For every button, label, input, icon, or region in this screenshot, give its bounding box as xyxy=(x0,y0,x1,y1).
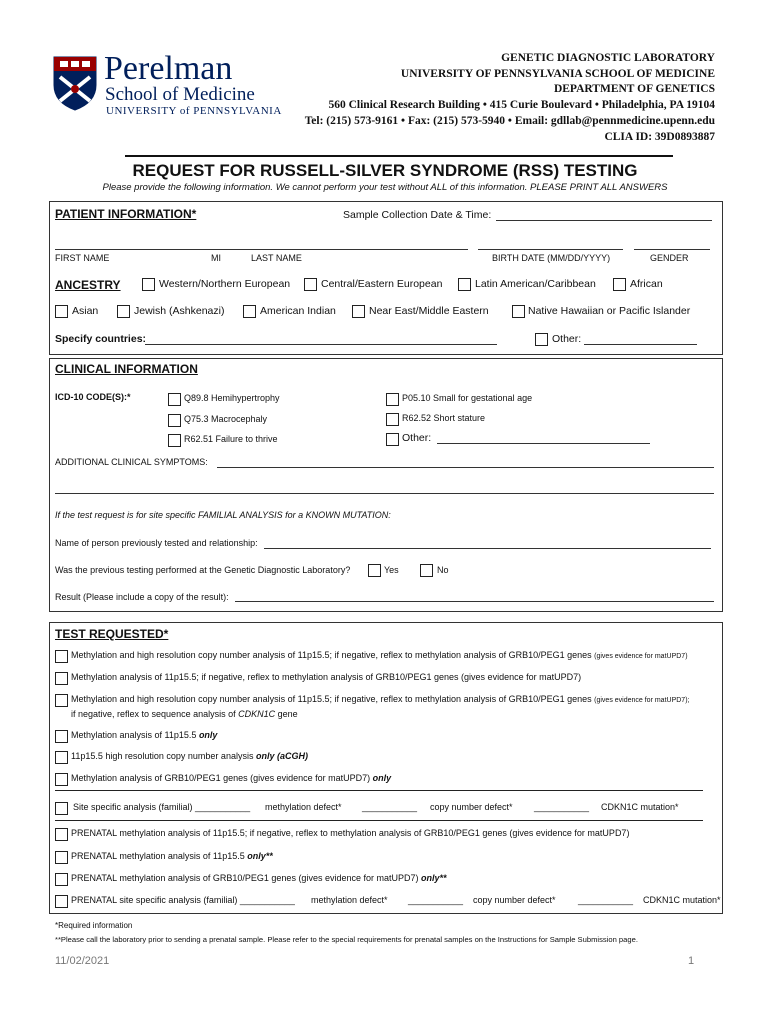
birth-date-label: BIRTH DATE (MM/DD/YYYY) xyxy=(492,253,611,263)
tests-divider-1 xyxy=(55,790,703,791)
icd-other-field[interactable] xyxy=(437,443,650,444)
footer-date: 11/02/2021 xyxy=(55,955,110,967)
test11-cdkn1c: CDKN1C mutation* xyxy=(643,895,721,905)
test5-label: 11p15.5 high resolution copy number analysis only (aCGH) xyxy=(71,751,308,761)
test9-label: PRENATAL methylation analysis of 11p15.5 only** xyxy=(71,851,273,861)
prenatal-note: **Please call the laboratory prior to sending a prenatal sample. Please refer to the special requirements for prenatal samples on the Instructions for Sample Submission page. xyxy=(55,935,638,944)
ancestry-latin: Latin American/Caribbean xyxy=(475,278,596,290)
ancestry-other-field[interactable] xyxy=(584,344,697,345)
test1-label: Methylation and high resolution copy number analysis of 11p15.5; if negative, reflex to methylation analysis of GRB10/PEG1 genes (gives evidence for matUPD7) xyxy=(71,650,688,660)
header-line4: 560 Clinical Research Building • 415 Curie Boulevard • Philadelphia, PA 19104 xyxy=(328,99,715,111)
icd-label: ICD-10 CODE(S):* xyxy=(55,392,131,402)
required-note: *Required information xyxy=(55,921,133,930)
collection-field[interactable] xyxy=(496,220,712,221)
test7-checkbox[interactable] xyxy=(55,802,68,815)
test6-label: Methylation analysis of GRB10/PEG1 genes (gives evidence for matUPD7) only xyxy=(71,773,392,783)
previous-no: No xyxy=(437,565,449,575)
icd-checkbox-p0510[interactable] xyxy=(386,393,399,406)
header-line2: UNIVERSITY OF PENNSYLVANIA SCHOOL OF MEDICINE xyxy=(400,68,715,80)
test10-checkbox[interactable] xyxy=(55,873,68,886)
ancestry-checkbox-african[interactable] xyxy=(613,278,626,291)
ancestry-american-indian: American Indian xyxy=(260,305,336,317)
patient-heading: PATIENT INFORMATION* xyxy=(55,207,197,221)
test10-label: PRENATAL methylation analysis of GRB10/PEG1 genes (gives evidence for matUPD7) only** xyxy=(71,873,447,883)
icd-q753: Q75.3 Macrocephaly xyxy=(184,414,268,424)
gender-field[interactable] xyxy=(634,249,710,250)
gender-label: GENDER xyxy=(650,253,689,263)
test2-label: Methylation analysis of 11p15.5; if negative, reflex to methylation analysis of GRB10/PEG1 genes (gives evidence for matUPD7) xyxy=(71,672,582,682)
icd-checkbox-other[interactable] xyxy=(386,433,399,446)
ancestry-asian: Asian xyxy=(72,305,99,317)
ancestry-near-east: Near East/Middle Eastern xyxy=(369,305,489,317)
test11-blank3: ___________ xyxy=(578,895,634,905)
ancestry-western: Western/Northern European xyxy=(159,278,291,290)
ancestry-jewish: Jewish (Ashkenazi) xyxy=(134,305,225,317)
clinical-heading: CLINICAL INFORMATION xyxy=(55,362,198,376)
ancestry-checkbox-asian[interactable] xyxy=(55,305,68,318)
logo-university: UNIVERSITY of PENNSYLVANIA xyxy=(106,105,282,117)
icd-other-label: Other: xyxy=(402,432,432,444)
ancestry-checkbox-latin[interactable] xyxy=(458,278,471,291)
test4-checkbox[interactable] xyxy=(55,730,68,743)
test7-methylation: methylation defect* xyxy=(265,802,342,812)
ancestry-african: African xyxy=(630,278,663,290)
additional-symptoms-field[interactable] xyxy=(217,467,714,468)
test7-cdkn1c: CDKN1C mutation* xyxy=(601,802,679,812)
ancestry-hawaiian: Native Hawaiian or Pacific Islander xyxy=(528,305,691,317)
test11-copy-number: copy number defect* xyxy=(473,895,556,905)
ancestry-checkbox-central[interactable] xyxy=(304,278,317,291)
ancestry-checkbox-near-east[interactable] xyxy=(352,305,365,318)
test7-site-specific: Site specific analysis (familial) ___________ xyxy=(73,802,251,812)
specify-countries-field[interactable] xyxy=(145,344,497,345)
penn-shield-logo xyxy=(52,55,98,111)
previous-yes: Yes xyxy=(384,565,399,575)
ancestry-checkbox-jewish[interactable] xyxy=(117,305,130,318)
tests-heading: TEST REQUESTED* xyxy=(55,627,169,641)
previous-testing-label: Was the previous testing performed at the Genetic Diagnostic Laboratory? xyxy=(55,565,351,575)
icd-checkbox-r6252[interactable] xyxy=(386,413,399,426)
test11-site-specific: PRENATAL site specific analysis (familial) ___________ xyxy=(71,895,295,905)
test4-label: Methylation analysis of 11p15.5 only xyxy=(71,730,218,740)
ancestry-heading: ANCESTRY xyxy=(55,278,121,292)
test7-copy-number: copy number defect* xyxy=(430,802,513,812)
page-number: 1 xyxy=(688,955,695,967)
ancestry-checkbox-american-indian[interactable] xyxy=(243,305,256,318)
icd-p0510: P05.10 Small for gestational age xyxy=(402,393,533,403)
test11-methylation: methylation defect* xyxy=(311,895,388,905)
test7-blank2: ___________ xyxy=(362,802,418,812)
icd-checkbox-q753[interactable] xyxy=(168,414,181,427)
result-label: Result (Please include a copy of the result): xyxy=(55,592,229,602)
last-name-label: LAST NAME xyxy=(251,253,302,263)
ancestry-checkbox-hawaiian[interactable] xyxy=(512,305,525,318)
test11-blank2: ___________ xyxy=(408,895,464,905)
page-subtitle: Please provide the following information. We cannot perform your test without ALL of this information. PLEASE PRINT ALL ANSWERS xyxy=(102,182,668,193)
icd-checkbox-q898[interactable] xyxy=(168,393,181,406)
logo-school: School of Medicine xyxy=(105,84,255,105)
familial-note: If the test request is for site specific FAMILIAL ANALYSIS for a KNOWN MUTATION: xyxy=(55,510,391,520)
test3-checkbox[interactable] xyxy=(55,694,68,707)
test8-label: PRENATAL methylation analysis of 11p15.5; if negative, reflex to methylation analysis of GRB10/PEG1 genes (gives evidence for matUPD7) xyxy=(71,828,630,838)
test3-label: Methylation and high resolution copy number analysis of 11p15.5; if negative, reflex to methylation analysis of GRB10/PEG1 genes (gives evidence for matUPD7); xyxy=(71,694,690,704)
collection-label: Sample Collection Date & Time: xyxy=(343,209,492,221)
test3-label-cont: if negative, reflex to sequence analysis of CDKN1C gene xyxy=(71,709,298,719)
first-name-label: FIRST NAME xyxy=(55,253,110,263)
icd-checkbox-r6251[interactable] xyxy=(168,434,181,447)
ancestry-other-label: Other: xyxy=(552,333,582,345)
ancestry-central: Central/Eastern European xyxy=(321,278,443,290)
header-line6: CLIA ID: 39D0893887 xyxy=(604,131,715,143)
header-line5: Tel: (215) 573-9161 • Fax: (215) 573-5940 • Email: gdllab@pennmedicine.upenn.edu xyxy=(304,115,715,127)
test2-checkbox[interactable] xyxy=(55,672,68,685)
logo-name: Perelman xyxy=(104,50,233,87)
birthdate-field[interactable] xyxy=(478,249,623,250)
specify-countries-label: Specify countries: xyxy=(55,333,147,345)
result-field[interactable] xyxy=(235,601,714,602)
test1-checkbox[interactable] xyxy=(55,650,68,663)
icd-r6252: R62.52 Short stature xyxy=(402,413,486,423)
page-title: REQUEST FOR RUSSELL-SILVER SYNDROME (RSS) TESTING xyxy=(132,161,638,180)
previous-no-checkbox[interactable] xyxy=(420,564,433,577)
test11-checkbox[interactable] xyxy=(55,895,68,908)
test7-blank3: ___________ xyxy=(534,802,590,812)
person-tested-field[interactable] xyxy=(264,548,711,549)
test9-checkbox[interactable] xyxy=(55,851,68,864)
mi-label: MI xyxy=(211,253,221,263)
additional-symptoms-field-2[interactable] xyxy=(55,493,714,494)
header-line3: DEPARTMENT OF GENETICS xyxy=(553,83,715,95)
person-tested-label: Name of person previously tested and relationship: xyxy=(55,538,258,548)
header-line1: GENETIC DIAGNOSTIC LABORATORY xyxy=(501,52,715,64)
title-rule xyxy=(125,155,673,157)
icd-q898: Q89.8 Hemihypertrophy xyxy=(184,393,280,403)
tests-section xyxy=(49,622,723,914)
previous-yes-checkbox[interactable] xyxy=(368,564,381,577)
ancestry-checkbox-other[interactable] xyxy=(535,333,548,346)
ancestry-checkbox-western[interactable] xyxy=(142,278,155,291)
tests-divider-2 xyxy=(55,820,703,821)
test6-checkbox[interactable] xyxy=(55,773,68,786)
additional-symptoms-label: ADDITIONAL CLINICAL SYMPTOMS: xyxy=(55,457,208,467)
test8-checkbox[interactable] xyxy=(55,828,68,841)
name-field[interactable] xyxy=(55,249,468,250)
icd-r6251: R62.51 Failure to thrive xyxy=(184,434,278,444)
test5-checkbox[interactable] xyxy=(55,751,68,764)
